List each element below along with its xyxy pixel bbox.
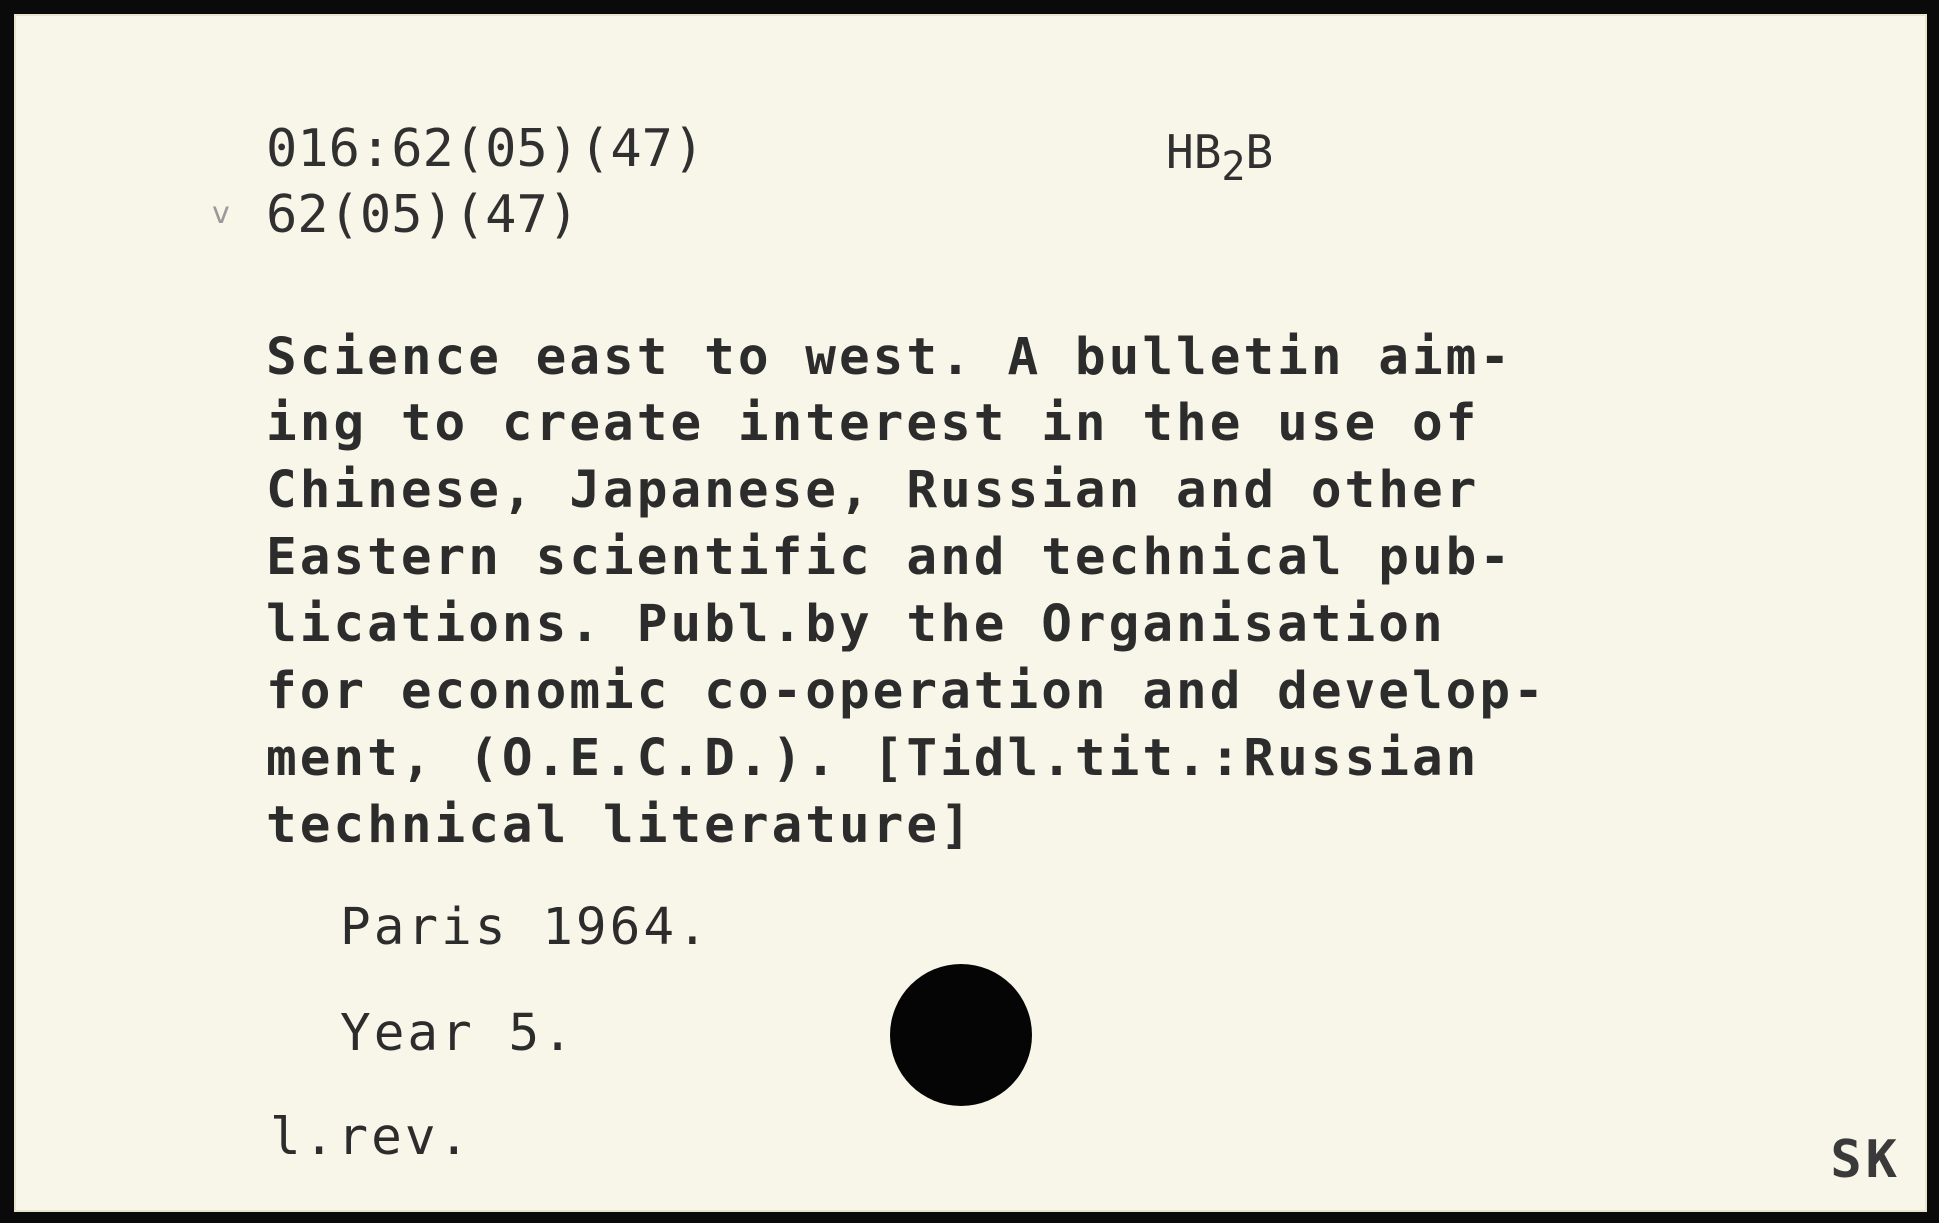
description-line: ing to create interest in the use of [266, 394, 1480, 453]
revision-note: l.rev. [270, 1108, 473, 1167]
shelfmark-prefix: HB [1166, 125, 1222, 179]
description-line: technical literature] [266, 796, 974, 855]
description-line: Chinese, Japanese, Russian and other [266, 461, 1480, 520]
description-line: Eastern scientific and technical pub- [266, 528, 1514, 587]
description-line: lications. Publ.by the Organisation [266, 595, 1446, 654]
classification-number-primary: 016:62(05)(47) [266, 119, 705, 179]
classification-number-secondary: 62(05)(47) [266, 185, 580, 245]
volume-info: Year 5. [340, 1004, 576, 1063]
catalog-card [14, 14, 1927, 1212]
shelfmark-suffix: B [1245, 125, 1274, 179]
description-line: for economic co-operation and develop- [266, 662, 1547, 721]
shelfmark-subscript: 2 [1221, 144, 1246, 190]
check-mark: v [212, 196, 230, 231]
description-line: Science east to west. A bulletin aim- [266, 328, 1514, 387]
cataloger-initials: SK [1830, 1130, 1901, 1190]
shelfmark [1166, 125, 1274, 190]
punch-hole [890, 964, 1032, 1106]
description-line: ment, (O.E.C.D.). [Tidl.tit.:Russian [266, 729, 1480, 788]
imprint: Paris 1964. [340, 898, 711, 957]
